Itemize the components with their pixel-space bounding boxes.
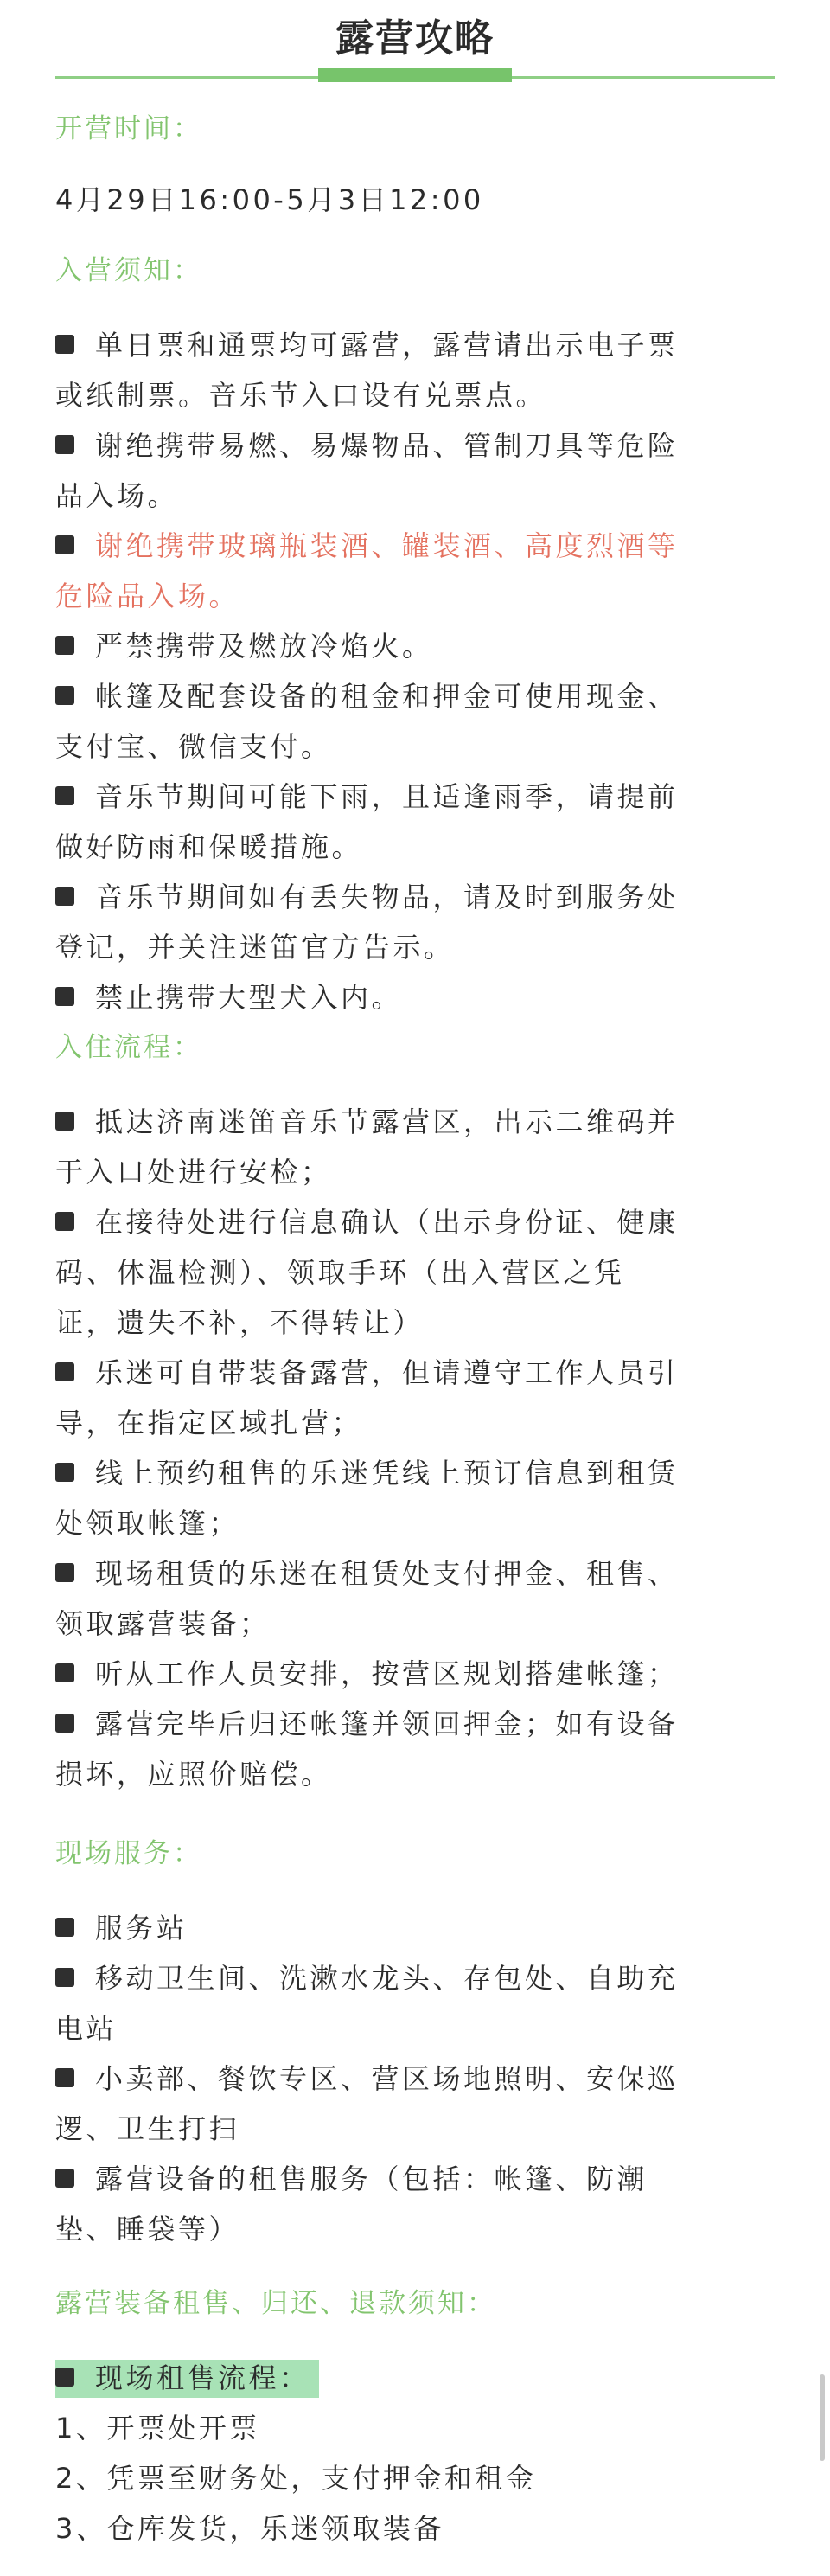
list-item: 小卖部、餐饮专区、营区场地照明、安保巡 [55,2054,778,2104]
list-item-cont: 领取露营装备； [55,1607,271,1640]
bullet-square-icon [55,535,74,554]
list-item-cont: 垫、睡袋等） [55,2213,240,2246]
list-item: 严禁携带及燃放冷焰火。 [55,621,778,671]
list-item: 谢绝携带易燃、易爆物品、管制刀具等危险 [55,420,778,471]
list-item-cont: 导，在指定区域扎营； [55,1407,363,1439]
bullet-square-icon [55,1918,74,1937]
list-item: 移动卫生间、洗漱水龙头、存包处、自助充 [55,1953,778,2003]
list-item-cont: 处领取帐篷； [55,1507,240,1540]
list-item: 禁止携带大型犬入内。 [55,972,778,1022]
bullet-square-icon [55,1968,74,1987]
list-item: 露营完毕后归还帐篷并领回押金；如有设备 [55,1699,778,1749]
bullet-square-icon [55,987,74,1006]
list-item: 线上预约租售的乐迷凭线上预订信息到租赁 [55,1448,778,1498]
list-item-cont: 逻、卫生打扫 [55,2112,240,2145]
bullet-square-icon [55,1463,74,1482]
list-item-cont: 损坏，应照价赔偿。 [55,1758,332,1791]
rental-process-title: 现场租售流程： [55,2353,778,2403]
list-item-cont: 做好防雨和保暖措施。 [55,830,363,863]
list-item: 在接待处进行信息确认（出示身份证、健康 [55,1197,778,1247]
list-item: 音乐节期间可能下雨，且适逢雨季，请提前 [55,772,778,822]
open-time-text: 4月29日16:00-5月3日12:00 [55,183,484,216]
bullet-square-icon [55,1563,74,1582]
section-label-notice: 入营须知： [55,255,202,286]
list-item-cont: 支付宝、微信支付。 [55,730,332,763]
list-item: 乐迷可自带装备露营，但请遵守工作人员引 [55,1348,778,1398]
section-label-rental: 露营装备租售、归还、退款须知： [55,2288,496,2319]
bullet-square-icon [55,1362,74,1381]
title-accent-bar [318,68,512,82]
list-item-cont: 或纸制票。音乐节入口设有兑票点。 [55,379,547,412]
list-item-cont: 品入场。 [55,479,179,512]
bullet-square-icon [55,686,74,705]
scrollbar-thumb[interactable] [820,2374,825,2461]
bullet-square-icon [55,2068,74,2087]
bullet-square-icon [55,2368,74,2387]
rental-step: 1、开票处开票 [55,2412,260,2445]
list-item-warning-cont: 危险品入场。 [55,580,240,612]
list-item: 音乐节期间如有丢失物品，请及时到服务处 [55,872,778,922]
list-item: 现场租赁的乐迷在租赁处支付押金、租售、 [55,1548,778,1599]
list-item: 帐篷及配套设备的租金和押金可使用现金、 [55,671,778,721]
list-item-cont: 证，遗失不补，不得转让） [55,1306,425,1339]
bullet-square-icon [55,1663,74,1682]
section-label-open-time: 开营时间： [55,113,202,144]
list-item-cont: 码、体温检测）、领取手环（出入营区之凭 [55,1256,625,1289]
rental-step: 2、凭票至财务处，支付押金和租金 [55,2462,537,2495]
list-item: 露营设备的租售服务（包括：帐篷、防潮 [55,2154,778,2204]
list-item-cont: 电站 [55,2012,118,2045]
bullet-square-icon [55,335,74,354]
rental-step: 3、仓库发货，乐迷领取装备 [55,2512,444,2545]
list-item: 服务站 [55,1903,778,1953]
list-item: 单日票和通票均可露营，露营请出示电子票 [55,320,778,370]
bullet-square-icon [55,1112,74,1131]
section-label-services: 现场服务： [55,1838,202,1869]
bullet-square-icon [55,636,74,655]
bullet-square-icon [55,435,74,454]
list-item-cont: 于入口处进行安检； [55,1156,332,1189]
bullet-square-icon [55,1714,74,1733]
article-header [55,0,775,83]
section-label-checkin: 入住流程： [55,1032,202,1063]
list-item-warning: 谢绝携带玻璃瓶装酒、罐装酒、高度烈酒等 [55,521,778,571]
article-body [55,104,778,2554]
bullet-square-icon [55,2169,74,2188]
list-item: 抵达济南迷笛音乐节露营区，出示二维码并 [55,1097,778,1147]
article-title: 露营攻略 [335,16,495,61]
bullet-square-icon [55,1212,74,1231]
bullet-square-icon [55,887,74,906]
list-item-cont: 登记，并关注迷笛官方告示。 [55,931,455,964]
list-item: 听从工作人员安排，按营区规划搭建帐篷； [55,1649,778,1699]
bullet-square-icon [55,786,74,805]
